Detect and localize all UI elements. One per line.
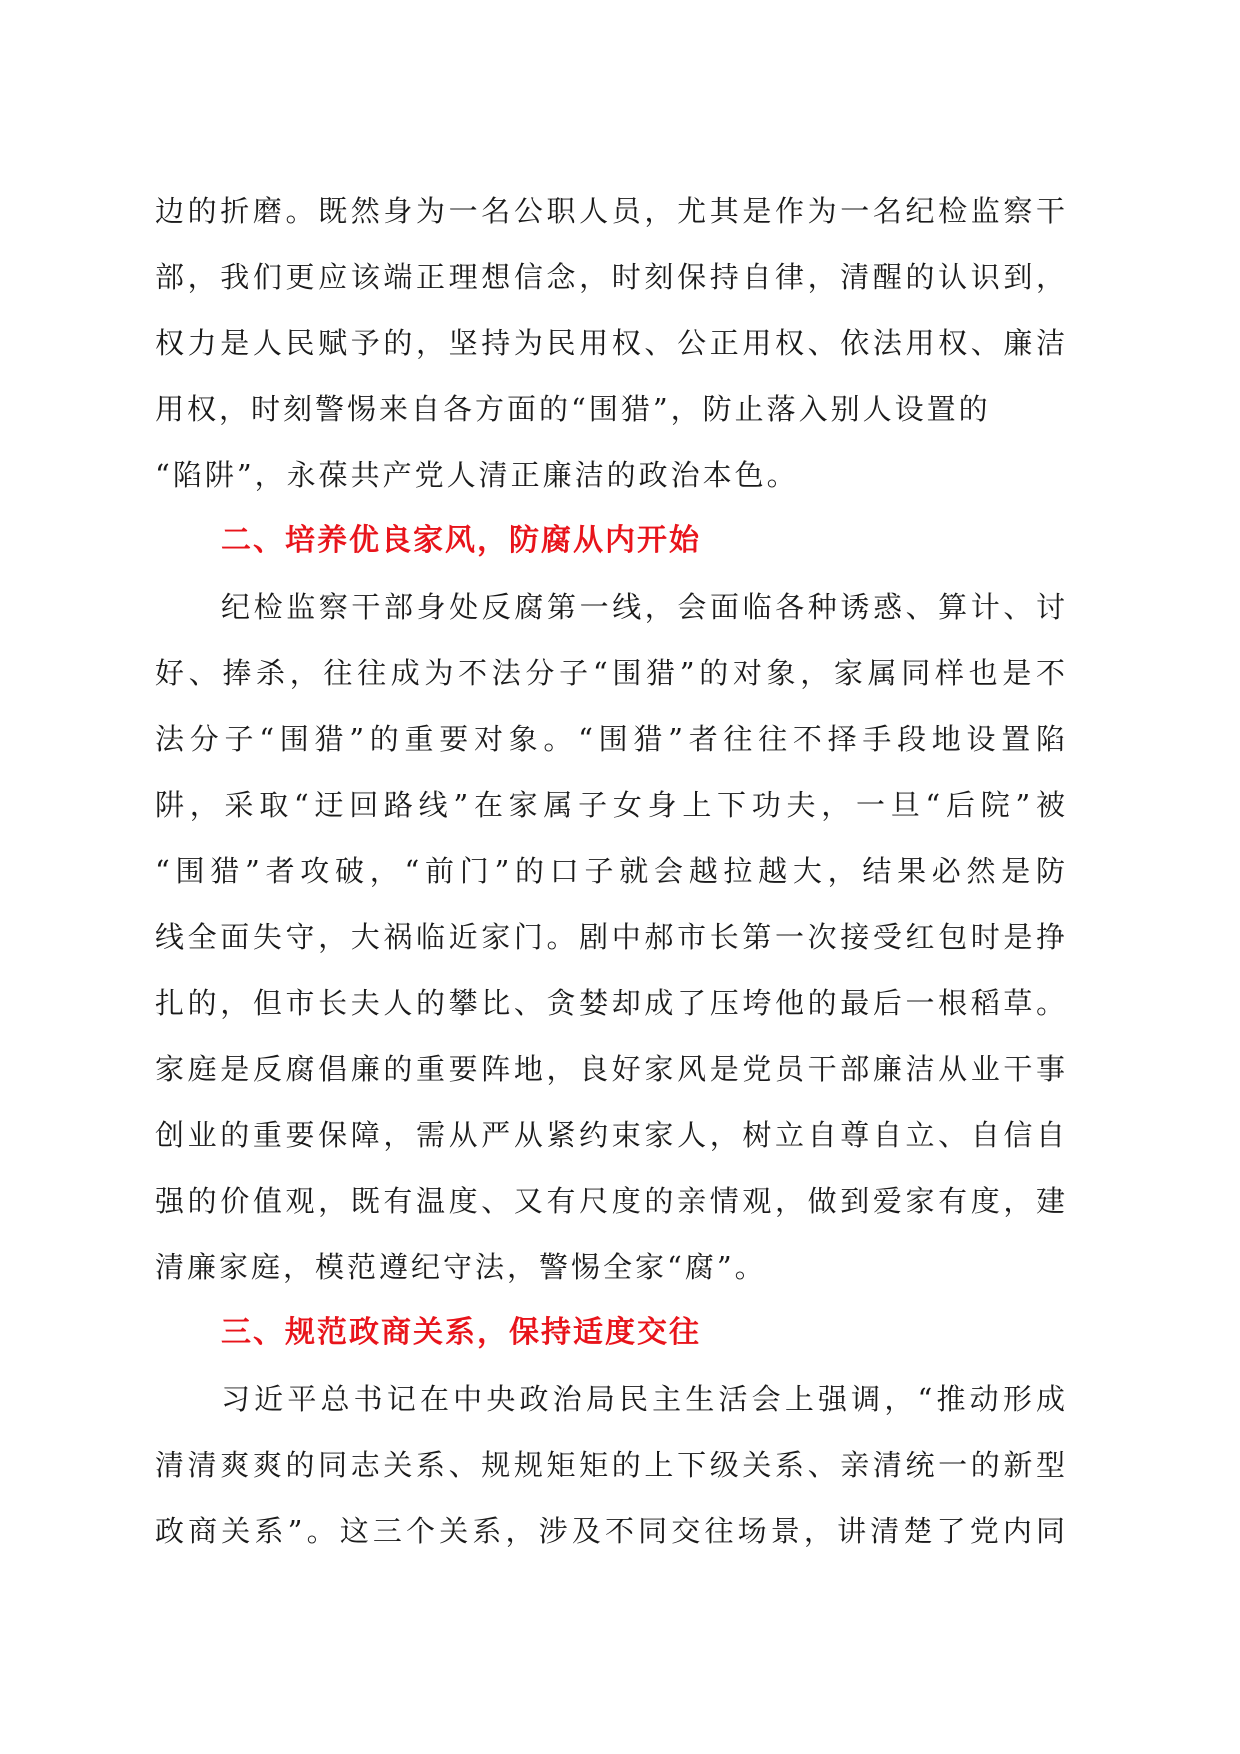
section-2-paragraph bbox=[155, 574, 1065, 1300]
text-line: “围猎”者攻破，“前门”的口子就会越拉越大，结果必然是防 bbox=[155, 854, 1065, 888]
text-line: 用权，时刻警惕来自各方面的“围猎”，防止落入别人设置的 bbox=[155, 392, 991, 426]
document-body bbox=[155, 178, 1065, 1564]
text-line: 权力是人民赋予的，坚持为民用权、公正用权、依法用权、廉洁 bbox=[155, 326, 1065, 360]
text-line: 政商关系”。这三个关系，涉及不同交往场景，讲清楚了党内同 bbox=[155, 1514, 1065, 1548]
text-line: 纪检监察干部身处反腐第一线，会面临各种诱惑、算计、讨 bbox=[221, 590, 1065, 624]
section-3-heading: 三、规范政商关系，保持适度交往 bbox=[221, 1315, 701, 1350]
text-line: 创业的重要保障，需从严从紧约束家人，树立自尊自立、自信自 bbox=[155, 1118, 1065, 1152]
text-line: 清廉家庭，模范遵纪守法，警惕全家“腐”。 bbox=[155, 1250, 767, 1284]
text-line: 清清爽爽的同志关系、规规矩矩的上下级关系、亲清统一的新型 bbox=[155, 1448, 1065, 1482]
text-line: 阱，采取“迂回路线”在家属子女身上下功夫，一旦“后院”被 bbox=[155, 788, 1065, 822]
text-line: 习近平总书记在中央政治局民主生活会上强调，“推动形成 bbox=[221, 1382, 1065, 1416]
section-3-paragraph bbox=[155, 1366, 1065, 1564]
text-line: 法分子“围猎”的重要对象。“围猎”者往往不择手段地设置陷 bbox=[155, 722, 1065, 756]
text-line: 强的价值观，既有温度、又有尺度的亲情观，做到爱家有度，建 bbox=[155, 1184, 1065, 1218]
paragraph-continuation bbox=[155, 178, 1065, 508]
text-line: “陷阱”，永葆共产党人清正廉洁的政治本色。 bbox=[155, 458, 799, 492]
text-line: 扎的，但市长夫人的攀比、贪婪却成了压垮他的最后一根稻草。 bbox=[155, 986, 1065, 1020]
text-line: 部，我们更应该端正理想信念，时刻保持自律，清醒的认识到， bbox=[155, 260, 1065, 294]
text-line: 家庭是反腐倡廉的重要阵地，良好家风是党员干部廉洁从业干事 bbox=[155, 1052, 1065, 1086]
text-line: 边的折磨。既然身为一名公职人员，尤其是作为一名纪检监察干 bbox=[155, 194, 1065, 228]
text-line: 线全面失守，大祸临近家门。剧中郝市长第一次接受红包时是挣 bbox=[155, 920, 1065, 954]
section-2-heading: 二、培养优良家风，防腐从内开始 bbox=[221, 523, 701, 558]
text-line: 好、捧杀，往往成为不法分子“围猎”的对象，家属同样也是不 bbox=[155, 656, 1065, 690]
